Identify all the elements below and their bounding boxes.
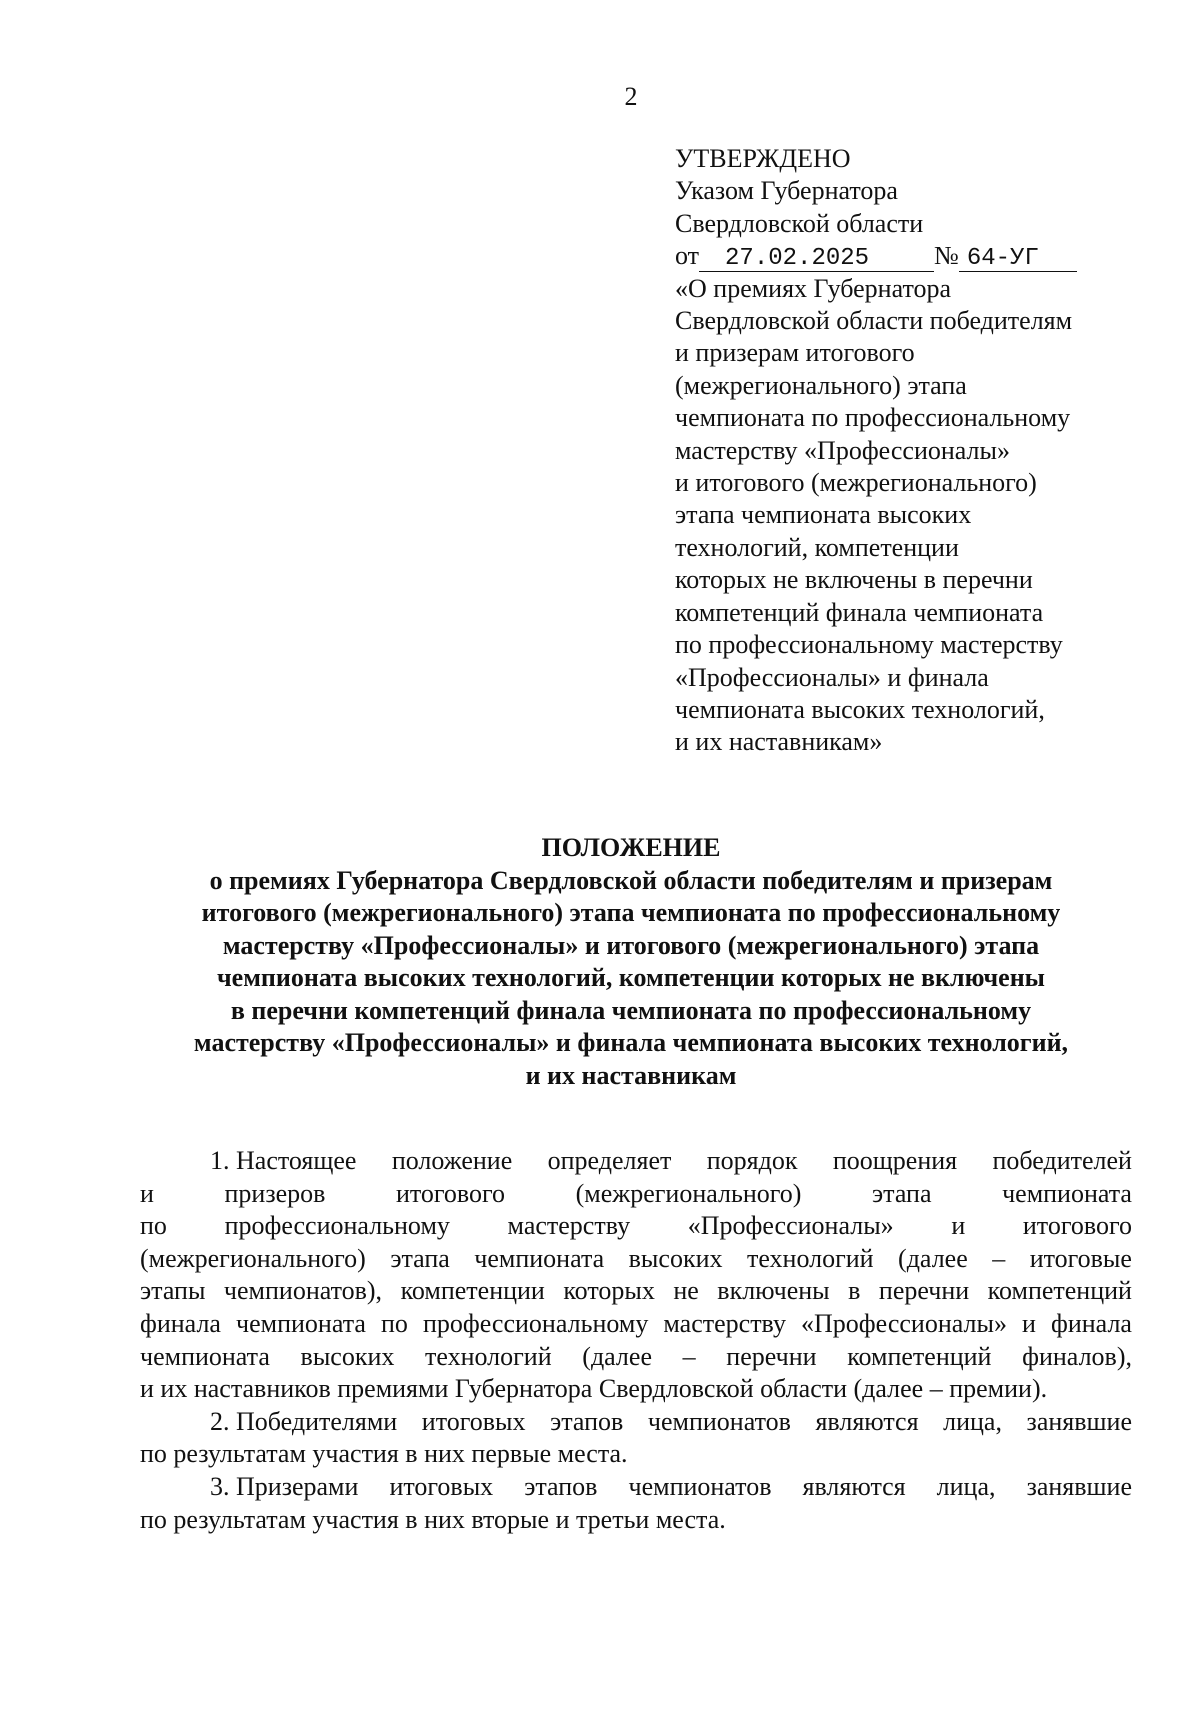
word: и — [951, 1211, 966, 1241]
number-prefix: № — [934, 241, 959, 271]
paragraph-1-line — [140, 1210, 1132, 1243]
document-subtitle-line: и их наставникам — [525, 1060, 737, 1090]
paragraph-3-line — [140, 1471, 1132, 1504]
word: положение — [391, 1146, 513, 1175]
word: лица, — [943, 1406, 1002, 1436]
word: чемпионатов — [647, 1406, 791, 1436]
document-subtitle-line: в перечни компетенций финала чемпионата по профессиональному — [230, 995, 1032, 1025]
word: (межрегионального) — [575, 1178, 802, 1208]
word: чемпионатов — [628, 1471, 772, 1501]
decree-title-line: чемпионата высоких технологий, — [675, 694, 1045, 724]
word: технологий — [746, 1243, 874, 1273]
word: перечни — [878, 1276, 970, 1306]
word: перечни — [726, 1341, 817, 1371]
decree-title-line: по профессиональному мастерству — [675, 630, 1063, 660]
decree-title-line: которых не включены в перечни — [675, 565, 1033, 595]
word: по — [381, 1308, 408, 1338]
decree-title-line: чемпионата по профессиональному — [675, 403, 1071, 433]
word: 1. Настоящее — [210, 1146, 357, 1175]
document-title — [150, 832, 1112, 1092]
paragraph-2-line: по результатам участия в них первые места. — [140, 1439, 628, 1469]
approval-block — [675, 143, 1145, 759]
word: компетенции — [400, 1276, 545, 1306]
word: компетенций — [987, 1276, 1132, 1306]
decree-title-line: и призерам итогового — [675, 338, 915, 368]
word: высоких — [300, 1341, 395, 1371]
word: мастерству — [507, 1211, 631, 1241]
word: чемпионата — [140, 1341, 270, 1371]
decree-title-line: «О премиях Губернатора — [675, 273, 952, 303]
word: профессиональному — [422, 1308, 649, 1338]
word: финала — [1051, 1308, 1132, 1338]
word: победителей — [992, 1146, 1132, 1175]
word: являются — [815, 1406, 919, 1436]
document-subtitle-line: о премиях Губернатора Свердловской области победителям и призерам — [209, 865, 1053, 895]
word: (далее — [898, 1243, 968, 1273]
word: лица, — [936, 1471, 996, 1501]
word: финалов), — [1022, 1341, 1132, 1371]
paragraph-1-line — [140, 1308, 1132, 1341]
word: «Профессионалы» — [801, 1308, 1007, 1338]
word: этапа — [390, 1243, 450, 1273]
approved-stamp-text: УТВЕРЖДЕНО — [675, 144, 851, 173]
word: финала — [140, 1308, 221, 1338]
word: технологий — [425, 1341, 552, 1371]
word: этапов — [550, 1406, 624, 1436]
decree-line-2: Свердловской области — [675, 208, 924, 238]
paragraph-1-line — [140, 1178, 1132, 1211]
word: этапы — [140, 1276, 206, 1306]
word: мастерству — [663, 1308, 786, 1338]
word: определяет — [547, 1146, 672, 1175]
word: этапов — [524, 1471, 598, 1501]
paragraph-2-line — [140, 1406, 1132, 1439]
word: итогового — [395, 1178, 506, 1208]
decree-line-1: Указом Губернатора — [675, 176, 898, 206]
word: компетенций — [847, 1341, 992, 1371]
word: и — [1022, 1308, 1036, 1338]
decree-date-number-line — [675, 240, 1145, 272]
word: не — [673, 1276, 699, 1306]
word: чемпионата — [474, 1243, 605, 1273]
decree-title-line: (межрегионального) этапа — [675, 370, 967, 400]
decree-date: 27.02.2025 — [699, 247, 934, 272]
word: чемпионата — [1002, 1178, 1132, 1208]
word: «Профессионалы» — [687, 1211, 894, 1241]
word: итогового — [1022, 1211, 1132, 1241]
word: итоговых — [389, 1471, 494, 1501]
page-number: 2 — [624, 82, 638, 111]
document-subtitle-line: мастерству «Профессионалы» и финала чемпионата высоких технологий, — [193, 1028, 1069, 1057]
word: по — [140, 1211, 167, 1241]
paragraph-1-line — [140, 1145, 1132, 1178]
date-prefix: от — [675, 241, 700, 271]
decree-title-line: технологий, компетенции — [675, 532, 959, 562]
word: итоговые — [1029, 1243, 1132, 1273]
decree-title-line: этапа чемпионата высоких — [675, 500, 972, 530]
decree-title-line: и итогового (межрегионального) — [675, 468, 1037, 498]
decree-number: 64-УГ — [959, 247, 1077, 272]
word: 3. Призерами — [210, 1471, 359, 1501]
word: и — [140, 1178, 154, 1208]
word: – — [992, 1243, 1006, 1273]
decree-title-line: и их наставникам» — [675, 727, 883, 757]
word: занявшие — [1026, 1471, 1132, 1501]
document-subtitle-line: мастерству «Профессионалы» и итогового (межрегионального) этапа — [222, 930, 1040, 960]
word: порядок — [706, 1146, 798, 1175]
word: включены — [717, 1276, 830, 1306]
word: (далее — [582, 1341, 652, 1371]
word: призеров — [224, 1178, 326, 1208]
word: чемпионатов), — [223, 1276, 383, 1306]
word: которых — [563, 1276, 655, 1306]
paragraph-1-line — [140, 1275, 1132, 1308]
word: этапа — [872, 1178, 932, 1208]
paragraph-1-line — [140, 1341, 1132, 1374]
paragraph-1-line: и их наставников премиями Губернатора Свердловской области (далее – премии). — [140, 1374, 1048, 1404]
word: являются — [802, 1471, 906, 1501]
word: чемпионата — [236, 1308, 366, 1338]
document-subtitle-line: итогового (межрегионального) этапа чемпионата по профессиональному — [201, 898, 1061, 927]
decree-title-line: Свердловской области победителям — [675, 306, 1073, 336]
word: в — [848, 1276, 861, 1306]
decree-title-line: «Профессионалы» и финала — [675, 662, 989, 692]
word: 2. Победителями — [210, 1406, 398, 1436]
decree-title-line: компетенций финала чемпионата — [675, 597, 1044, 627]
word: итоговых — [421, 1406, 526, 1436]
paragraph-1-line — [140, 1243, 1132, 1276]
word: (межрегионального) — [140, 1243, 366, 1273]
document-subtitle-line: чемпионата высоких технологий, компетенции которых не включены — [217, 963, 1045, 992]
document-heading: ПОЛОЖЕНИЕ — [541, 833, 721, 862]
word: – — [682, 1341, 696, 1371]
word: профессиональному — [224, 1211, 450, 1241]
word: высоких — [628, 1243, 723, 1273]
word: поощрения — [832, 1146, 958, 1175]
paragraph-3-line: по результатам участия в них вторые и третьи места. — [140, 1504, 726, 1534]
decree-title-line: мастерству «Профессионалы» — [675, 435, 1010, 465]
word: занявшие — [1026, 1406, 1132, 1436]
document-body — [140, 1145, 1132, 1536]
